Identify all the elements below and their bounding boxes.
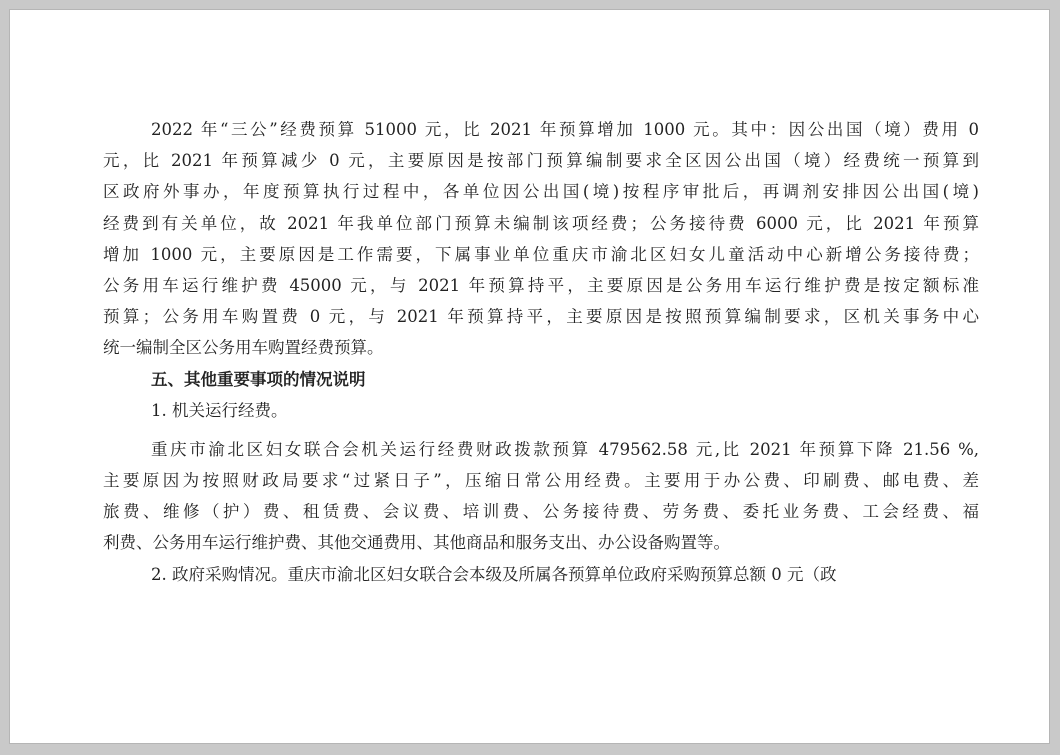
- paragraph-line: 主要原因为按照财政局要求“过紧日子”，压缩日常公用经费。主要用于办公费、印刷费、邮电费、差: [103, 471, 979, 491]
- paragraph-line: 利费、公务用车运行维护费、其他交通费用、其他商品和服务支出、办公设备购置等。: [103, 533, 730, 553]
- paragraph-line: 重庆市渝北区妇女联合会机关运行经费财政拨款预算 479562.58 元,比 2021 年预算下降 21.56 %,: [151, 439, 979, 459]
- item-title: 1. 机关运行经费。: [151, 400, 288, 420]
- paragraph-line: 区政府外事办，年度预算执行过程中，各单位因公出国(境)按程序审批后，再调剂安排因公出国(境): [103, 182, 979, 202]
- section-heading: 五、其他重要事项的情况说明: [151, 369, 366, 389]
- paragraph-line: 预算；公务用车购置费 0 元，与 2021 年预算持平，主要原因是按照预算编制要求，区机关事务中心: [103, 307, 979, 327]
- item-line: 2. 政府采购情况。重庆市渝北区妇女联合会本级及所属各预算单位政府采购预算总额 0 元（政: [151, 564, 837, 584]
- paragraph-line: 旅费、维修（护）费、租赁费、会议费、培训费、公务接待费、劳务费、委托业务费、工会经费、福: [103, 502, 979, 522]
- paragraph-line: 增加 1000 元，主要原因是工作需要，下属事业单位重庆市渝北区妇女儿童活动中心新增公务接待费；: [103, 244, 979, 264]
- paragraph-line: 统一编制全区公务用车购置经费预算。: [103, 338, 384, 358]
- paragraph-line: 2022 年“三公”经费预算 51000 元，比 2021 年预算增加 1000 元。其中：因公出国（境）费用 0: [151, 120, 979, 139]
- document-body: [103, 114, 979, 590]
- paragraph-line: 元，比 2021 年预算减少 0 元，主要原因是按部门预算编制要求全区因公出国（境）经费统一预算到: [103, 151, 979, 171]
- paragraph-line: 经费到有关单位，故 2021 年我单位部门预算未编制该项经费；公务接待费 6000 元，比 2021 年预算: [103, 213, 979, 233]
- paragraph-line: 公务用车运行维护费 45000 元，与 2021 年预算持平，主要原因是公务用车运行维护费是按定额标准: [103, 275, 979, 295]
- document-page: [9, 9, 1050, 744]
